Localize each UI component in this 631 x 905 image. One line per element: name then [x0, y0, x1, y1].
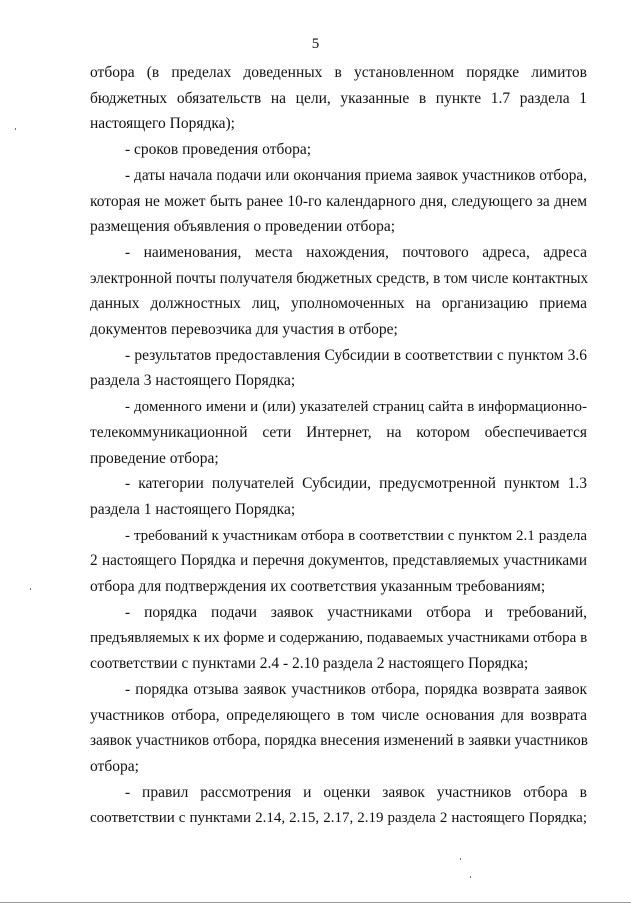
text-line: 2 настоящего Порядка и перечня документов, представляемых участниками: [90, 552, 587, 569]
text-line: документов перевозчика для участия в отборе;: [90, 321, 398, 338]
text-line: - доменного имени и (или) указателей страниц сайта в информационно-: [125, 399, 587, 415]
margin-mark: [460, 858, 461, 860]
text-line: размещения объявления о проведении отбора;: [90, 218, 396, 235]
text-line: - сроков проведения отбора;: [125, 141, 312, 158]
text-line: раздела 1 настоящего Порядка;: [90, 501, 296, 518]
text-line: - порядка отзыва заявок участников отбора, порядка возврата заявок: [125, 681, 587, 698]
text-line: которая не может быть ранее 10-го календарного дня, следующего за днем: [90, 193, 587, 210]
margin-mark: [470, 876, 471, 878]
text-line: - правил рассмотрения и оценки заявок участников отбора в: [125, 784, 587, 801]
margin-mark: [30, 588, 31, 590]
text-line: отбора;: [90, 758, 139, 775]
text-line: бюджетных обязательств на цели, указанные в пункте 1.7 раздела 1: [90, 90, 587, 107]
text-line: - категории получателей Субсидии, предусмотренной пунктом 1.3: [125, 475, 587, 492]
scan-edge: [0, 902, 631, 903]
page-number: 5: [311, 36, 320, 52]
text-line: - даты начала подачи или окончания приема заявок участников отбора,: [125, 167, 587, 184]
text-line: соответствии с пунктами 2.14, 2.15, 2.17, 2.19 раздела 2 настоящего Порядка;: [90, 810, 587, 826]
text-line: отбора для подтверждения их соответствия указанным требованиям;: [90, 578, 546, 595]
text-line: электронной почты получателя бюджетных средств, в том числе контактных: [90, 270, 589, 287]
text-line: заявок участников отбора, порядка внесения изменений в заявки участников: [90, 732, 588, 749]
text-line: соответствии с пунктами 2.4 - 2.10 раздела 2 настоящего Порядка;: [90, 655, 529, 672]
text-line: настоящего Порядка);: [90, 115, 235, 132]
text-line: данных должностных лиц, уполномоченных на организацию приема: [90, 295, 587, 312]
text-line: - результатов предоставления Субсидии в соответствии с пунктом 3.6: [125, 347, 587, 364]
text-line: телекоммуникационной сети Интернет, на котором обеспечивается: [90, 424, 587, 441]
text-line: участников отбора, определяющего в том числе основания для возврата: [90, 707, 587, 724]
text-line: отбора (в пределах доведенных в установленном порядке лимитов: [90, 64, 587, 81]
text-line: раздела 3 настоящего Порядка;: [90, 372, 296, 389]
margin-mark: [15, 128, 16, 130]
text-line: проведение отбора;: [90, 450, 219, 467]
text-line: - наименования, места нахождения, почтового адреса, адреса: [125, 244, 587, 261]
text-line: - требований к участникам отбора в соответствии с пунктом 2.1 раздела: [125, 528, 587, 544]
text-line: предъявляемых к их форме и содержанию, подаваемых участниками отбора в: [90, 630, 588, 646]
text-line: - порядка подачи заявок участниками отбора и требований,: [125, 604, 587, 621]
